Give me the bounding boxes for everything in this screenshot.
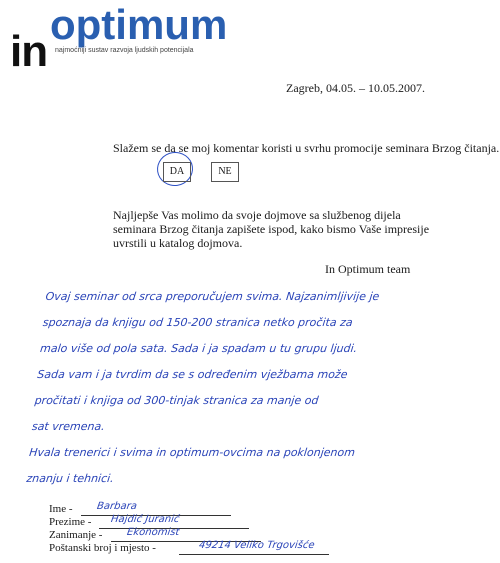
team-signature: In Optimum team <box>325 262 411 276</box>
postal-line <box>179 554 329 555</box>
postal-row <box>49 540 316 555</box>
consent-no-box[interactable]: NE <box>211 162 239 182</box>
surname-label: Prezime - <box>49 516 92 528</box>
personal-info-fields <box>49 501 316 555</box>
handwritten-comment <box>25 284 487 492</box>
logo-tagline: najmoćniji sustav razvoja ljudskih potencijala <box>55 47 194 54</box>
occupation-label: Zanimanje - <box>49 529 103 541</box>
request-text: Najljepše Vas molimo da svoje dojmove sa službenog dijela seminara Brzog čitanja zapišete ispod, kako bismo Vaše impresije uvrstili u katalog dojmova. <box>113 208 430 250</box>
handwritten-line: spoznaja da knjigu od 150-200 stranica netko pročita za <box>42 316 354 329</box>
postal-label: Poštanski broj i mjesto - <box>49 542 156 554</box>
occupation-row <box>49 527 181 542</box>
date: Zagreb, 04.05. – 10.05.2007. <box>286 81 425 95</box>
surname-value[interactable]: Hajdić Juranić <box>110 514 181 525</box>
logo-wordmark: optimum <box>50 1 228 48</box>
postal-value[interactable]: 49214 Veliko Trgovišće <box>198 540 316 551</box>
handwritten-line: pročitati i knjiga od 300-tinjak stranica za manje od <box>34 394 320 407</box>
consent-text: Slažem se da se moj komentar koristi u svrhu promocije seminara Brzog čitanja. <box>113 141 500 155</box>
handwritten-line: malo više od pola sata. Sada i ja spadam u tu grupu ljudi. <box>39 342 358 355</box>
occupation-value[interactable]: Ekonomist <box>126 527 181 538</box>
handwritten-line: sat vremena. <box>31 420 106 433</box>
logo-in: in <box>10 27 48 76</box>
name-value[interactable]: Barbara <box>96 501 138 512</box>
handwritten-line: Ovaj seminar od srca preporučujem svima. Najzanimljivije je <box>44 290 380 303</box>
consent-yes-box[interactable]: DA <box>163 162 191 182</box>
handwritten-line: znanju i tehnici. <box>25 472 115 485</box>
handwritten-line: Hvala trenerici i svima in optimum-ovcima na poklonjenom <box>28 446 356 459</box>
handwritten-line: Sada vam i ja tvrdim da se s određenim vježbama može <box>36 368 349 381</box>
name-label: Ime - <box>49 503 73 515</box>
